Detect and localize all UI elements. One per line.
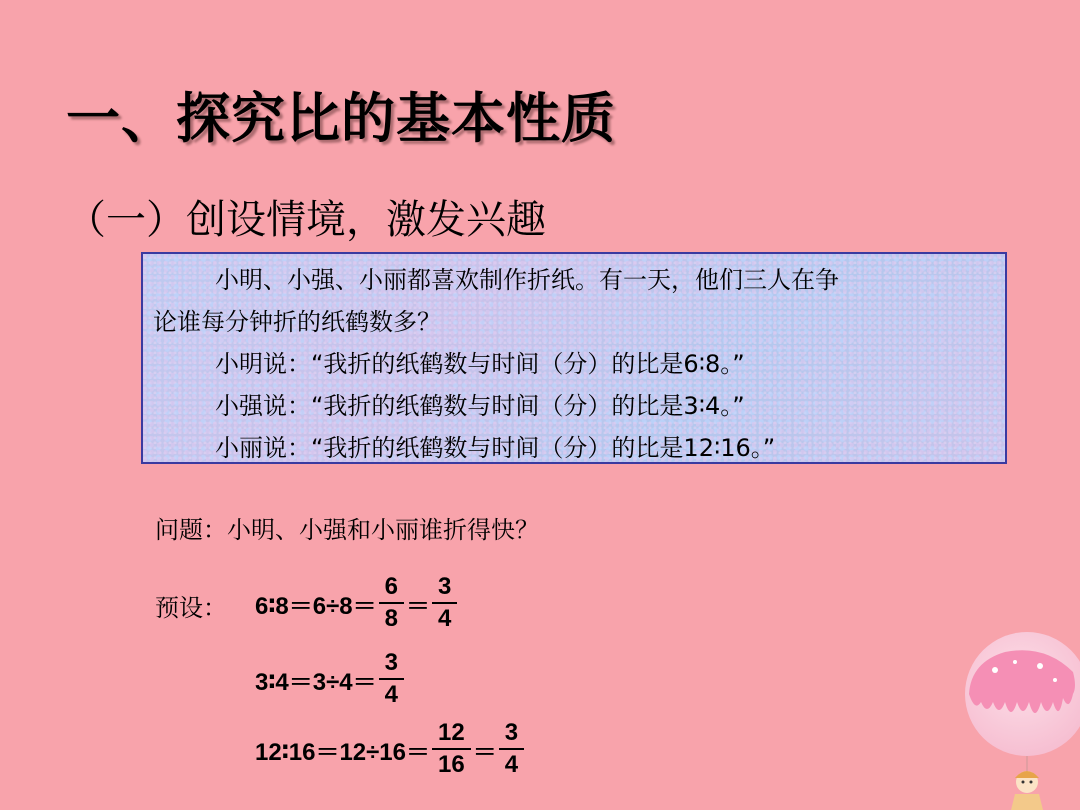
equals-sign: ＝ [472,738,497,766]
fraction-numerator: 3 [437,573,452,600]
fraction-denominator: 8 [384,605,398,632]
equation-1 [255,572,459,634]
fraction-6-8 [379,572,404,634]
story-box [141,252,1007,464]
fraction-numerator: 6 [384,573,398,600]
equation-2 [255,648,406,710]
fraction-denominator: 4 [437,605,452,632]
fraction-numerator: 3 [504,719,519,746]
fraction-numerator: 12 [438,719,465,746]
fraction-3-4 [379,648,404,710]
fraction-3-4 [499,718,524,780]
question-text: 问题：小明、小强和小丽谁折得快？ [155,516,539,544]
equation-3 [255,718,526,780]
equation-3-expr: 12∶16＝12÷16＝ [255,738,431,766]
fraction-3-4 [432,572,457,634]
equation-1-expr: 6∶8＝6÷8＝ [255,592,377,620]
fraction-denominator: 4 [504,751,519,778]
equals-sign: ＝ [405,592,430,620]
fraction-numerator: 3 [384,649,398,676]
equation-2-expr: 3∶4＝3÷4＝ [255,668,377,696]
balloon-with-doll-icon [955,632,1080,810]
slide-title: 一、探究比的基本性质 [66,87,616,150]
preset-label: 预设： [155,594,227,622]
story-intro-line-1: 小明、小强、小丽都喜欢制作折纸。有一天，他们三人在争 [215,266,839,294]
story-intro-line-2: 论谁每分钟折的纸鹤数多？ [153,308,441,336]
fraction-denominator: 4 [384,681,398,708]
section-subtitle: （一）创设情境，激发兴趣 [66,197,546,243]
fraction-denominator: 16 [438,751,465,778]
story-li-quote: 小丽说：“我折的纸鹤数与时间（分）的比是12∶16。” [215,434,776,462]
story-qiang-quote: 小强说：“我折的纸鹤数与时间（分）的比是3∶4。” [215,392,745,420]
story-ming-quote: 小明说：“我折的纸鹤数与时间（分）的比是6∶8。” [215,350,745,378]
fraction-12-16 [432,718,471,780]
